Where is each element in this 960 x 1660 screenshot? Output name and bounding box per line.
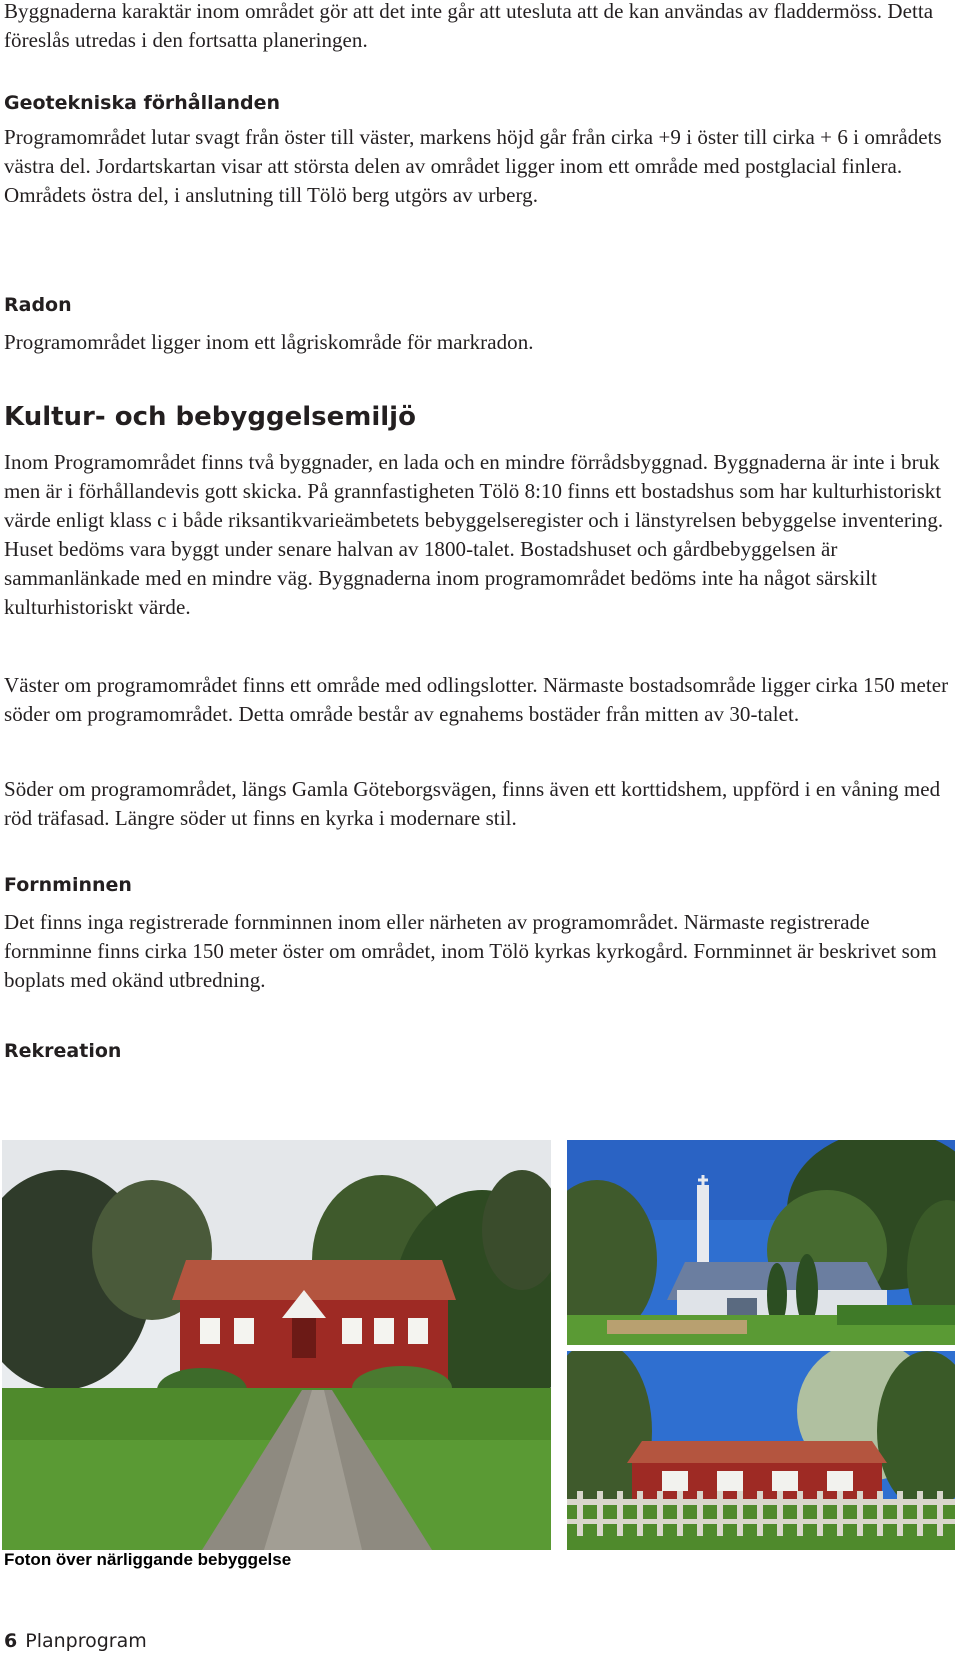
radon-paragraph: Programområdet ligger inom ett lågriskområde för markradon. bbox=[4, 330, 534, 354]
heading-radon: Radon bbox=[4, 294, 72, 316]
fornminnen-paragraph: Det finns inga registrerade fornminnen inom eller närheten av programområdet. Närmaste registrerade fornminne finns cirka 150 meter öster om området, inom Tölö kyrkas kyrkogård. Fornminnet är beskrivet som boplats med okänd utbredning. bbox=[4, 910, 937, 992]
intro-paragraph: Byggnaderna karaktär inom området gör att det inte går att utesluta att de kan användas av fladdermöss. Detta föreslås utredas i den fortsatta planeringen. bbox=[4, 0, 934, 52]
page-footer bbox=[4, 1630, 147, 1652]
kultur-paragraph-1: Inom Programområdet finns två byggnader, en lada och en mindre förrådsbyggnad. Byggnaderna är inte i bruk men är i förhållandevis gott skicka. På grannfastigheten Tölö 8:10 finns ett bostadshus som har kulturhistoriskt värde enligt klass c i både riksantikvarieämbetets bebyggelseregister och i länstyrelsen bebyggelse inventering. Huset bedöms vara byggt under senare halvan av 1800-talet. Bostadshuset och gårdbebyggelsen är sammanlänkade med en mindre väg. Byggnaderna inom programområdet bedöms inte ha något särskilt kulturhistoriskt värde. bbox=[4, 450, 944, 619]
photo-church bbox=[567, 1140, 955, 1345]
heading-rekreation: Rekreation bbox=[4, 1040, 122, 1062]
kultur-paragraph-3: Söder om programområdet, längs Gamla Göteborgsvägen, finns även ett korttidshem, uppförd i en våning med röd träfasad. Längre söder ut finns en kyrka i modernare stil. bbox=[4, 777, 941, 830]
photo-red-farmhouse bbox=[2, 1140, 551, 1550]
heading-fornminnen: Fornminnen bbox=[4, 874, 132, 896]
photo-red-house-fence bbox=[567, 1351, 955, 1550]
geoteknik-paragraph: Programområdet lutar svagt från öster till väster, markens höjd går från cirka +9 i öster till cirka + 6 i områdets västra del. Jordartskartan visar att största delen av området ligger inom ett område med postglacial finlera. Områdets östra del, i anslutning till Tölö berg utgörs av urberg. bbox=[4, 125, 942, 207]
heading-kultur: Kultur- och bebyggelsemiljö bbox=[4, 402, 416, 432]
document-title: Planprogram bbox=[25, 1630, 147, 1652]
heading-geoteknik: Geotekniska förhållanden bbox=[4, 92, 280, 114]
page-number: 6 bbox=[4, 1630, 18, 1652]
kultur-paragraph-2: Väster om programområdet finns ett område med odlingslotter. Närmaste bostadsområde ligger cirka 150 meter söder om programområdet. Detta område består av egnahems bostäder från mitten av 30-talet. bbox=[4, 673, 949, 726]
photo-caption: Foton över närliggande bebyggelse bbox=[4, 1550, 292, 1569]
